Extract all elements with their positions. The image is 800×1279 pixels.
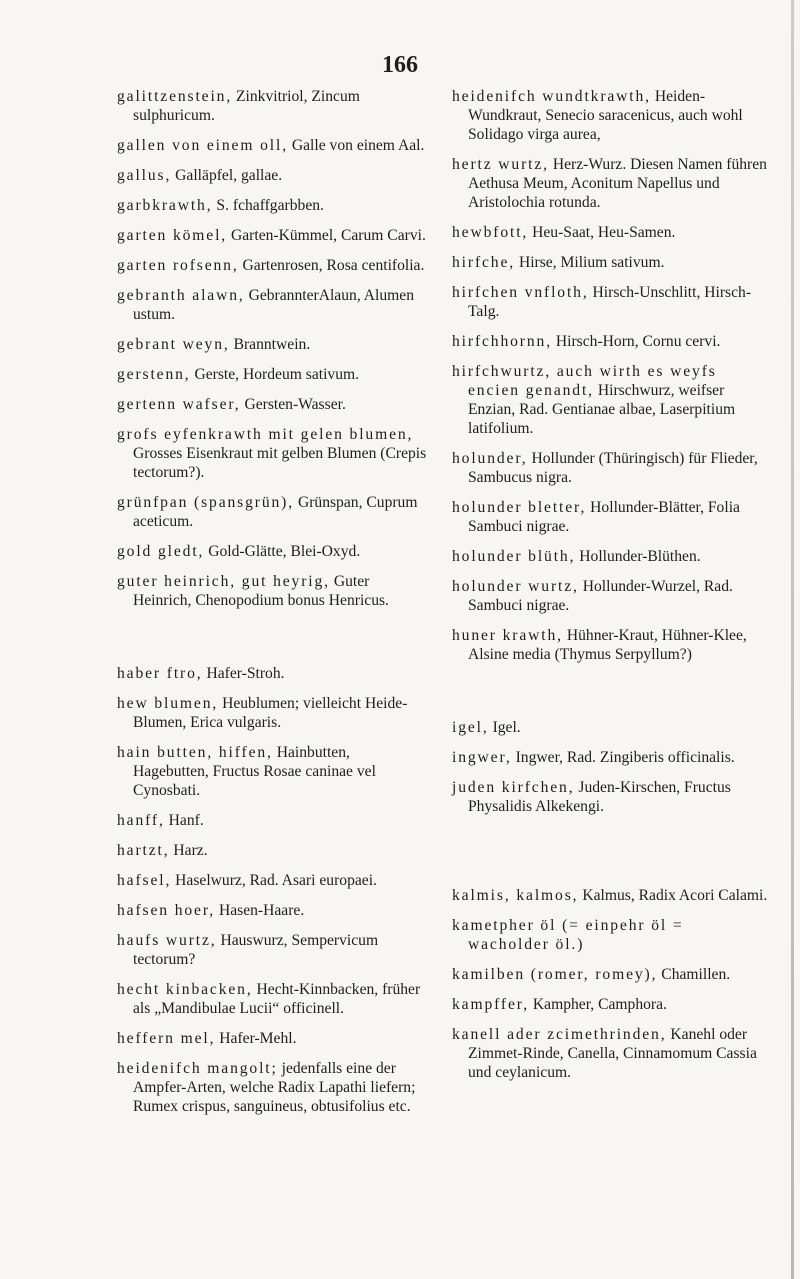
headword: gerstenn, <box>117 366 191 383</box>
definition: jedenfalls eine der Ampfer-Arten, welche Radix Lapathi liefern; Rumex crispus, sanguineus, obtusifolius etc. <box>133 1060 416 1115</box>
headword: hirfchwurtz, auch wirth es weyfs encien genandt, <box>452 363 717 399</box>
headword: galittzenstein, <box>117 88 233 105</box>
dictionary-entry <box>117 286 429 324</box>
dictionary-entry <box>117 980 429 1018</box>
headword: igel, <box>452 719 489 736</box>
headword: gallen von einem oll, <box>117 137 288 154</box>
headword: huner krawth, <box>452 627 563 644</box>
definition: Chamillen. <box>661 966 731 983</box>
headword: kampffer, <box>452 996 529 1013</box>
definition: Galle von einem Aal. <box>291 137 425 154</box>
headword: hew blumen, <box>117 695 219 712</box>
dictionary-entry <box>117 136 429 155</box>
dictionary-entry <box>117 87 429 125</box>
definition: Gersten-Wasser. <box>244 396 346 413</box>
headword: gebranth alawn, <box>117 287 245 304</box>
dictionary-entry <box>117 1029 429 1048</box>
headword: juden kirfchen, <box>452 779 575 796</box>
headword: grünfpan (spansgrün), <box>117 494 295 511</box>
definition: Hecht-Kinnbacken, früher als „Mandibulae Lucii“ officinell. <box>133 981 421 1017</box>
section-gap <box>452 827 768 886</box>
definition: Hafer-Stroh. <box>206 665 285 682</box>
page-edge-shadow <box>791 0 794 1279</box>
right-column <box>452 87 768 1093</box>
dictionary-entry <box>452 718 768 737</box>
headword: garbkrawth, <box>117 197 213 214</box>
definition: Heu-Saat, Heu-Samen. <box>532 224 676 241</box>
definition: Grünspan, Cuprum aceticum. <box>133 494 418 530</box>
headword: gallus, <box>117 167 172 184</box>
definition: Hirsch-Unschlitt, Hirsch-Talg. <box>468 284 752 320</box>
definition: Heublumen; vielleicht Heide-Blumen, Erica vulgaris. <box>133 695 408 731</box>
headword: holunder, <box>452 450 528 467</box>
dictionary-entry <box>117 226 429 245</box>
definition: GebrannterAlaun, Alumen ustum. <box>133 287 414 323</box>
page-number: 166 <box>382 52 418 78</box>
dictionary-entry <box>452 87 768 144</box>
headword: hertz wurtz, <box>452 156 549 173</box>
dictionary-entry <box>452 626 768 664</box>
headword: guter heinrich, gut heyrig, <box>117 573 330 590</box>
dictionary-entry <box>117 901 429 920</box>
headword: hafsen hoer, <box>117 902 216 919</box>
headword: heidenifch wundtkrawth, <box>452 88 651 105</box>
headword: heidenifch mangolt; <box>117 1060 278 1077</box>
definition: Gerste, Hordeum sativum. <box>194 366 360 383</box>
definition: Hollunder-Wurzel, Rad. Sambuci nigrae. <box>468 578 733 614</box>
headword: hecht kinbacken, <box>117 981 253 998</box>
dictionary-entry <box>117 871 429 890</box>
entry-group-ij <box>452 718 768 816</box>
definition: Zinkvitriol, Zincum sulphuricum. <box>133 88 360 124</box>
definition: Galläpfel, gallae. <box>175 167 283 184</box>
dictionary-entry <box>117 166 429 185</box>
definition: Herz-Wurz. Diesen Namen führen Aethusa Meum, Aconitum Napellus und Aristolochia rotunda. <box>468 156 767 211</box>
headword: heffern mel, <box>117 1030 216 1047</box>
definition: Kampher, Camphora. <box>532 996 667 1013</box>
definition: Gold-Glätte, Blei-Oxyd. <box>208 543 361 560</box>
definition: Igel. <box>492 719 521 736</box>
dictionary-entry <box>452 886 768 905</box>
dictionary-entry <box>452 362 768 438</box>
definition: Garten-Kümmel, Carum Carvi. <box>230 227 426 244</box>
entry-group-h-continued <box>452 87 768 664</box>
dictionary-entry <box>452 283 768 321</box>
headword: hafsel, <box>117 872 172 889</box>
dictionary-entry <box>452 332 768 351</box>
definition: Hirse, Milium sativum. <box>518 254 665 271</box>
definition: Hanf. <box>168 812 204 829</box>
dictionary-entry <box>452 223 768 242</box>
definition: Gartenrosen, Rosa centifolia. <box>242 257 425 274</box>
headword: gebrant weyn, <box>117 336 230 353</box>
headword: hanff, <box>117 812 165 829</box>
definition: Grosses Eisenkraut mit gelben Blumen (Crepis tectorum?). <box>133 445 427 481</box>
definition: Hirschwurz, weifser Enzian, Rad. Gentianae albae, Laserpitium latifolium. <box>468 382 736 437</box>
left-column <box>117 87 429 1127</box>
dictionary-entry <box>452 449 768 487</box>
definition: Hirsch-Horn, Cornu cervi. <box>555 333 721 350</box>
headword: hewbfott, <box>452 224 529 241</box>
dictionary-entry <box>117 811 429 830</box>
dictionary-entry <box>452 748 768 767</box>
definition: Harz. <box>173 842 208 859</box>
definition: Hasen-Haare. <box>218 902 305 919</box>
dictionary-entry <box>452 547 768 566</box>
headword: kalmis, kalmos, <box>452 887 579 904</box>
dictionary-entry <box>117 694 429 732</box>
dictionary-entry <box>117 542 429 561</box>
dictionary-entry <box>117 572 429 610</box>
dictionary-entry <box>117 425 429 482</box>
dictionary-entry <box>117 743 429 800</box>
dictionary-entry <box>452 577 768 615</box>
dictionary-entry <box>452 253 768 272</box>
headword: grofs eyfenkrawth mit gelen blumen, <box>117 426 414 443</box>
definition: Kalmus, Radix Acori Calami. <box>582 887 768 904</box>
headword: gold gledt, <box>117 543 205 560</box>
headword: hartzt, <box>117 842 170 859</box>
headword: ingwer, <box>452 749 512 766</box>
dictionary-entry <box>117 931 429 969</box>
headword: holunder wurtz, <box>452 578 579 595</box>
section-gap <box>117 621 429 664</box>
definition: Hollunder-Blätter, Folia Sambuci nigrae. <box>468 499 740 535</box>
dictionary-entry <box>452 965 768 984</box>
headword: kametpher öl (= einpehr öl = wacholder öl.) <box>452 917 684 953</box>
headword: kanell ader zcimethrinden, <box>452 1026 667 1043</box>
definition: Hühner-Kraut, Hühner-Klee, Alsine media (Thymus Serpyllum?) <box>468 627 747 663</box>
headword: hirfchhornn, <box>452 333 552 350</box>
dictionary-entry <box>452 778 768 816</box>
dictionary-entry <box>117 196 429 215</box>
dictionary-entry <box>452 498 768 536</box>
definition: Haselwurz, Rad. Asari europaei. <box>175 872 377 889</box>
dictionary-entry <box>117 493 429 531</box>
headword: haber ftro, <box>117 665 203 682</box>
headword: hirfche, <box>452 254 516 271</box>
definition: Guter Heinrich, Chenopodium bonus Henricus. <box>133 573 389 609</box>
definition: Hafer-Mehl. <box>219 1030 297 1047</box>
definition: Hollunder (Thüringisch) für Flieder, Sambucus nigra. <box>468 450 758 486</box>
dictionary-entry <box>452 995 768 1014</box>
headword: kamilben (romer, romey), <box>452 966 658 983</box>
dictionary-entry <box>117 1059 429 1116</box>
definition: Juden-Kirschen, Fructus Physalidis Alkekengi. <box>468 779 731 815</box>
definition: Branntwein. <box>233 336 311 353</box>
dictionary-entry <box>117 335 429 354</box>
headword: haufs wurtz, <box>117 932 217 949</box>
definition: Ingwer, Rad. Zingiberis officinalis. <box>515 749 735 766</box>
headword: gertenn wafser, <box>117 396 241 413</box>
entry-group-h <box>117 664 429 1116</box>
dictionary-entry <box>117 395 429 414</box>
dictionary-entry <box>452 916 768 954</box>
headword: holunder blüth, <box>452 548 576 565</box>
entry-group-k <box>452 886 768 1082</box>
definition: Hauswurz, Sempervicum tectorum? <box>133 932 379 968</box>
entry-group-g <box>117 87 429 610</box>
dictionary-entry <box>117 841 429 860</box>
dictionary-entry <box>117 365 429 384</box>
section-gap <box>452 675 768 718</box>
headword: garten rofsenn, <box>117 257 239 274</box>
dictionary-entry <box>117 256 429 275</box>
definition: Heiden-Wundkraut, Senecio saracenicus, auch wohl Solidago virga aurea, <box>468 88 743 143</box>
definition: Hainbutten, Hagebutten, Fructus Rosae caninae vel Cynosbati. <box>133 744 376 799</box>
headword: hirfchen vnfloth, <box>452 284 589 301</box>
headword: garten kömel, <box>117 227 228 244</box>
definition: S. fchaffgarbben. <box>216 197 324 214</box>
headword: hain butten, hiffen, <box>117 744 273 761</box>
definition: Hollunder-Blüthen. <box>579 548 701 565</box>
dictionary-entry <box>452 155 768 212</box>
dictionary-entry <box>117 664 429 683</box>
headword: holunder bletter, <box>452 499 587 516</box>
definition: Kanehl oder Zimmet-Rinde, Canella, Cinnamomum Cassia und ceylanicum. <box>468 1026 757 1081</box>
dictionary-entry <box>452 1025 768 1082</box>
